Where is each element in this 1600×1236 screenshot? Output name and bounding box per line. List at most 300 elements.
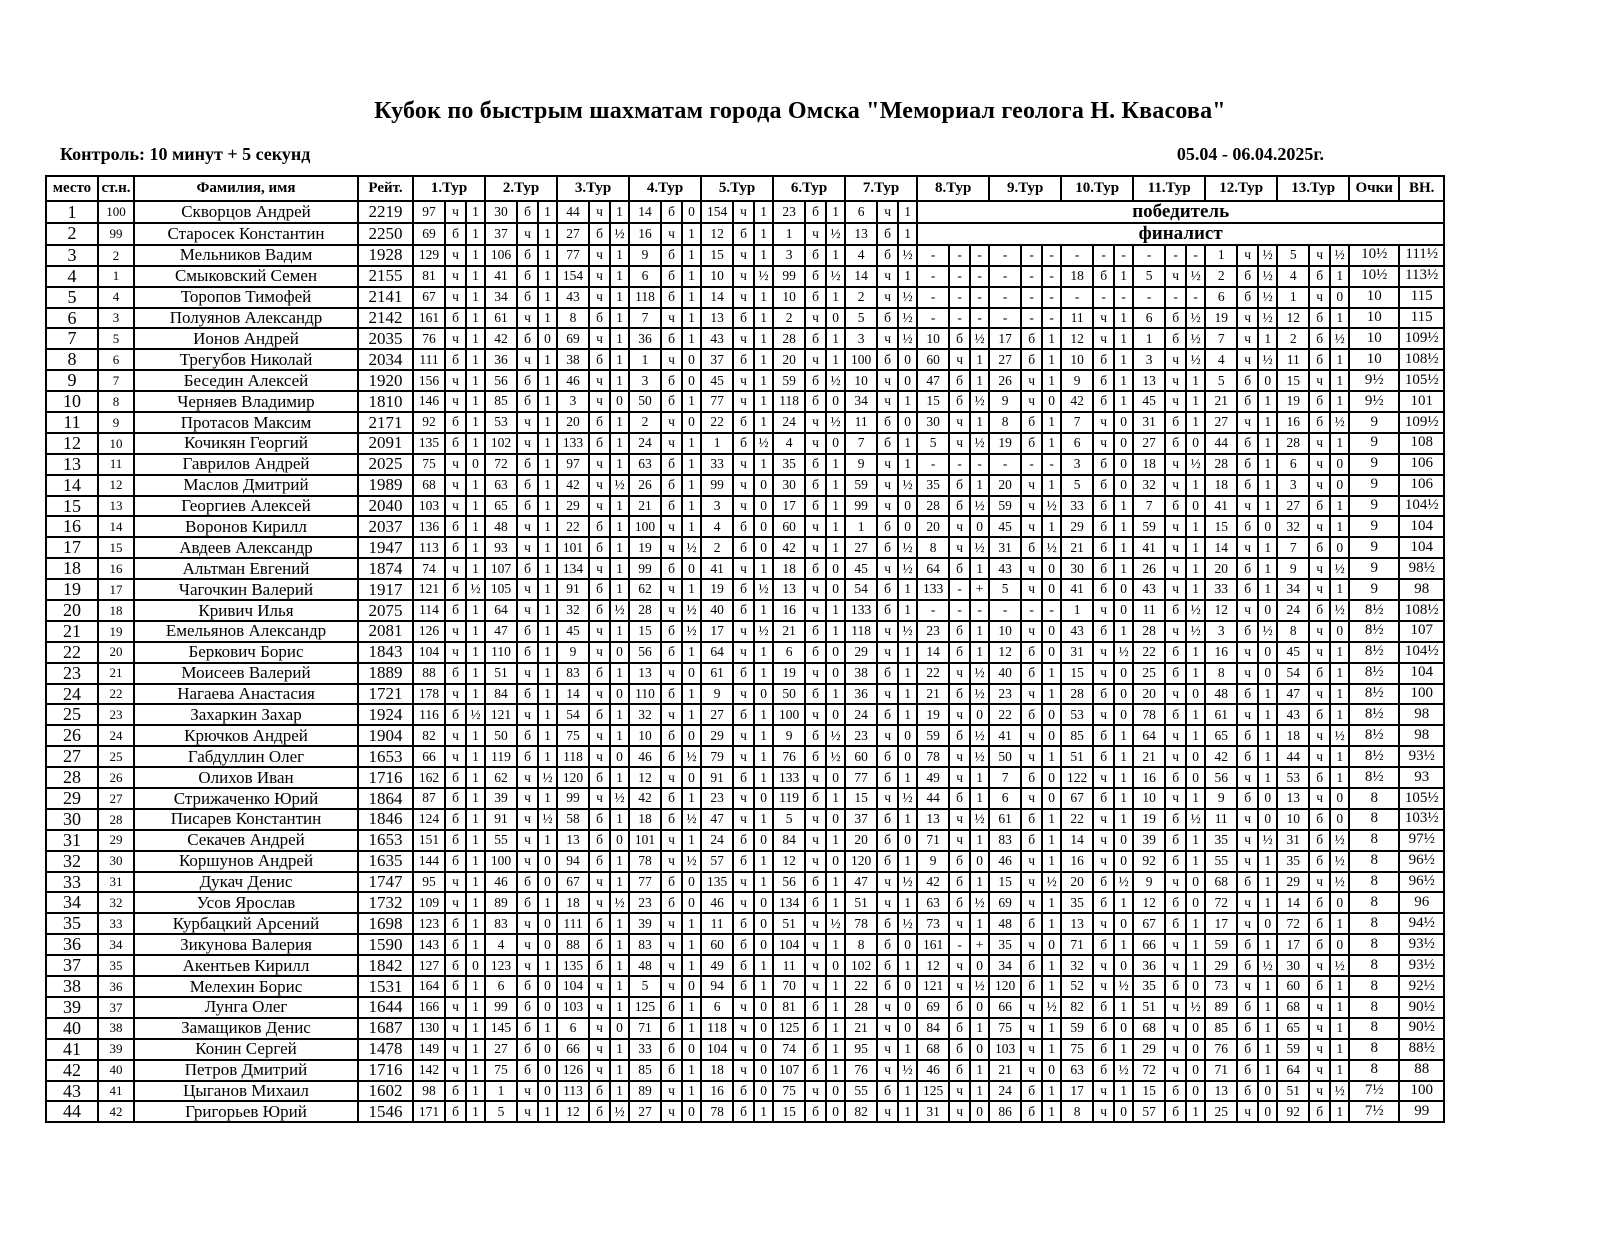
buchholz-cell: 111½ [1399,245,1444,266]
round-12-color-cell: ч [1237,830,1258,851]
round-11-color-cell: ч [1165,558,1186,579]
round-5-opponent-cell: 37 [701,349,733,370]
round-6-opponent-cell: 50 [773,684,805,705]
buchholz-cell: 115 [1399,287,1444,308]
round-4-opponent-cell: 99 [629,558,661,579]
round-1-result-cell: 1 [466,433,485,454]
buchholz-cell: 113½ [1399,266,1444,287]
table-row [46,496,1444,517]
round-5-opponent-cell: 29 [701,725,733,746]
round-3-result-cell: 1 [610,1039,629,1060]
round-7-opponent-cell: 34 [845,391,877,412]
round-11-opponent-cell: 57 [1133,1101,1165,1122]
round-8-result-cell: ½ [970,433,989,454]
rating-cell: 2219 [358,201,413,223]
round-13-result-cell: 1 [1330,349,1349,370]
round-6-result-cell: 0 [826,704,845,725]
round-9-result-cell: 1 [1042,892,1061,913]
round-1-opponent-cell: 114 [413,600,445,621]
round-4-opponent-cell: 100 [629,516,661,537]
round-10-opponent-cell: 71 [1061,934,1093,955]
round-4-opponent-cell: 2 [629,412,661,433]
round-11-result-cell: ½ [1186,266,1205,287]
round-5-color-cell: б [733,412,754,433]
round-5-opponent-cell: 104 [701,1039,733,1060]
round-8-color-cell: ч [949,809,970,830]
round-4-result-cell: 1 [682,642,701,663]
round-4-color-cell: ч [661,412,682,433]
table-row [46,872,1444,893]
round-2-color-cell: б [517,245,538,266]
round-6-color-cell: б [805,370,826,391]
round-1-color-cell: ч [445,621,466,642]
round-5-color-cell: б [733,579,754,600]
round-7-opponent-cell: 2 [845,287,877,308]
round-2-result-cell: 1 [538,266,557,287]
points-cell: 10 [1349,287,1399,308]
round-13-result-cell: 0 [1330,892,1349,913]
round-13-result-cell: 0 [1330,287,1349,308]
round-8-result-cell: 1 [970,370,989,391]
round-8-color-cell: ч [949,349,970,370]
round-5-result-cell: 1 [754,851,773,872]
player-name-cell: Авдеев Александр [134,537,358,558]
round-10-opponent-cell: 85 [1061,725,1093,746]
round-10-result-cell: 0 [1114,663,1133,684]
round-9-opponent-cell: 59 [989,496,1021,517]
round-3-opponent-cell: 88 [557,934,589,955]
rating-cell: 2155 [358,266,413,287]
round-13-color-cell: ч [1309,684,1330,705]
buchholz-cell: 93½ [1399,934,1444,955]
round-3-opponent-cell: 103 [557,997,589,1018]
round-8-opponent-cell: 161 [917,934,949,955]
round-11-opponent-cell: 66 [1133,934,1165,955]
round-1-color-cell: б [445,955,466,976]
col-header-round-7: 7.Тур [845,176,917,201]
round-1-result-cell: 1 [466,1039,485,1060]
round-8-opponent-cell: 15 [917,391,949,412]
round-2-color-cell: ч [517,913,538,934]
round-12-result-cell: 0 [1258,642,1277,663]
round-3-color-cell: ч [589,328,610,349]
round-10-result-cell: 1 [1114,746,1133,767]
round-11-opponent-cell: 59 [1133,516,1165,537]
round-12-result-cell: 0 [1258,809,1277,830]
round-13-result-cell: 1 [1330,767,1349,788]
round-13-color-cell: б [1309,809,1330,830]
round-1-result-cell: 1 [466,412,485,433]
round-10-color-cell: - [1093,245,1114,266]
round-10-color-cell: б [1093,266,1114,287]
round-2-result-cell: 1 [538,704,557,725]
buchholz-cell: 93½ [1399,955,1444,976]
round-10-color-cell: б [1093,997,1114,1018]
round-4-color-cell: б [661,558,682,579]
table-body [46,201,1444,1122]
round-13-color-cell: б [1309,934,1330,955]
round-11-result-cell: 0 [1186,892,1205,913]
round-13-opponent-cell: 92 [1277,1101,1309,1122]
round-6-color-cell: б [805,496,826,517]
round-12-color-cell: б [1237,558,1258,579]
round-6-opponent-cell: 19 [773,663,805,684]
round-8-opponent-cell: 71 [917,830,949,851]
round-6-color-cell: б [805,454,826,475]
round-3-result-cell: 1 [610,496,629,517]
round-1-opponent-cell: 126 [413,621,445,642]
round-2-color-cell: б [517,684,538,705]
round-4-color-cell: б [661,746,682,767]
round-5-opponent-cell: 19 [701,579,733,600]
round-3-color-cell: ч [589,997,610,1018]
place-cell: 17 [46,537,98,558]
round-11-result-cell: 1 [1186,516,1205,537]
round-4-opponent-cell: 18 [629,809,661,830]
round-2-opponent-cell: 121 [485,704,517,725]
round-8-color-cell: ч [949,746,970,767]
buchholz-cell: 90½ [1399,997,1444,1018]
start-number-cell: 1 [98,266,134,287]
round-4-color-cell: ч [661,349,682,370]
round-4-opponent-cell: 14 [629,201,661,223]
round-7-result-cell: ½ [898,328,917,349]
round-12-opponent-cell: 14 [1205,537,1237,558]
round-11-opponent-cell: 5 [1133,266,1165,287]
player-name-cell: Кочикян Георгий [134,433,358,454]
round-3-result-cell: 1 [610,1081,629,1102]
place-cell: 3 [46,245,98,266]
round-7-result-cell: 1 [898,1101,917,1122]
round-4-opponent-cell: 110 [629,684,661,705]
round-2-result-cell: 1 [538,308,557,329]
round-5-result-cell: 1 [754,746,773,767]
player-name-cell: Стрижаченко Юрий [134,788,358,809]
round-1-result-cell: ½ [466,579,485,600]
round-7-opponent-cell: 59 [845,475,877,496]
round-9-opponent-cell: 22 [989,704,1021,725]
results-table [45,175,1445,1123]
table-row [46,600,1444,621]
place-cell: 18 [46,558,98,579]
round-7-result-cell: 1 [898,433,917,454]
round-2-opponent-cell: 30 [485,201,517,223]
round-1-opponent-cell: 98 [413,1081,445,1102]
col-header-rating: Рейт. [358,176,413,201]
table-row [46,579,1444,600]
round-13-color-cell: ч [1309,997,1330,1018]
round-6-color-cell: б [805,621,826,642]
buchholz-cell: 105½ [1399,370,1444,391]
col-header-round-13: 13.Тур [1277,176,1349,201]
round-4-result-cell: 1 [682,496,701,517]
buchholz-cell: 108½ [1399,349,1444,370]
round-1-opponent-cell: 121 [413,579,445,600]
round-12-opponent-cell: 12 [1205,600,1237,621]
round-1-result-cell: 1 [466,663,485,684]
round-2-opponent-cell: 36 [485,349,517,370]
player-name-cell: Торопов Тимофей [134,287,358,308]
round-2-color-cell: ч [517,433,538,454]
round-8-color-cell: б [949,788,970,809]
round-6-result-cell: 0 [826,955,845,976]
round-8-opponent-cell: 10 [917,328,949,349]
round-9-result-cell: 1 [1042,475,1061,496]
round-8-opponent-cell: 5 [917,433,949,454]
round-10-opponent-cell: 53 [1061,704,1093,725]
round-8-result-cell: 1 [970,412,989,433]
rating-cell: 2171 [358,412,413,433]
player-name-cell: Протасов Максим [134,412,358,433]
round-6-color-cell: ч [805,830,826,851]
round-8-opponent-cell: 19 [917,704,949,725]
round-6-opponent-cell: 70 [773,976,805,997]
round-7-color-cell: б [877,412,898,433]
round-12-color-cell: б [1237,955,1258,976]
round-8-color-cell: - [949,308,970,329]
round-12-color-cell: ч [1237,851,1258,872]
buchholz-cell: 104 [1399,516,1444,537]
round-5-result-cell: 1 [754,558,773,579]
round-7-result-cell: 1 [898,266,917,287]
round-10-opponent-cell: 7 [1061,412,1093,433]
round-3-opponent-cell: 43 [557,287,589,308]
points-cell: 9 [1349,496,1399,517]
round-9-result-cell: 0 [1042,558,1061,579]
round-1-color-cell: ч [445,684,466,705]
round-5-result-cell: 1 [754,1101,773,1122]
round-5-result-cell: 0 [754,913,773,934]
round-12-color-cell: ч [1237,663,1258,684]
round-2-opponent-cell: 72 [485,454,517,475]
round-10-result-cell: 1 [1114,809,1133,830]
round-13-result-cell: 1 [1330,370,1349,391]
round-12-opponent-cell: 4 [1205,349,1237,370]
round-1-color-cell: ч [445,746,466,767]
points-cell: 8 [1349,1039,1399,1060]
round-12-result-cell: 1 [1258,391,1277,412]
round-11-color-cell: б [1165,1081,1186,1102]
round-11-color-cell: б [1165,328,1186,349]
round-9-result-cell: 0 [1042,621,1061,642]
round-4-opponent-cell: 36 [629,328,661,349]
round-13-result-cell: ½ [1330,558,1349,579]
round-4-opponent-cell: 1 [629,349,661,370]
round-12-opponent-cell: 41 [1205,496,1237,517]
round-11-color-cell: ч [1165,516,1186,537]
buchholz-cell: 94½ [1399,913,1444,934]
round-7-opponent-cell: 23 [845,725,877,746]
round-5-color-cell: б [733,851,754,872]
round-12-opponent-cell: 35 [1205,830,1237,851]
round-9-result-cell: - [1042,454,1061,475]
round-12-result-cell: ½ [1258,955,1277,976]
start-number-cell: 26 [98,767,134,788]
round-3-color-cell: б [589,579,610,600]
round-13-result-cell: 1 [1330,1039,1349,1060]
round-13-color-cell: ч [1309,454,1330,475]
round-2-result-cell: 0 [538,934,557,955]
round-8-opponent-cell: 125 [917,1081,949,1102]
round-4-opponent-cell: 24 [629,433,661,454]
rating-cell: 1716 [358,767,413,788]
place-cell: 13 [46,454,98,475]
round-12-opponent-cell: 8 [1205,663,1237,684]
round-3-result-cell: 1 [610,809,629,830]
round-3-color-cell: б [589,955,610,976]
round-5-opponent-cell: 91 [701,767,733,788]
round-8-result-cell: 0 [970,704,989,725]
round-2-opponent-cell: 93 [485,537,517,558]
round-7-result-cell: 1 [898,454,917,475]
round-7-opponent-cell: 47 [845,872,877,893]
round-8-opponent-cell: 49 [917,767,949,788]
round-2-color-cell: ч [517,934,538,955]
round-2-opponent-cell: 62 [485,767,517,788]
start-number-cell: 15 [98,537,134,558]
round-8-color-cell: - [949,287,970,308]
round-6-result-cell: 1 [826,600,845,621]
round-5-color-cell: ч [733,725,754,746]
buchholz-cell: 104½ [1399,496,1444,517]
round-2-color-cell: ч [517,830,538,851]
round-11-opponent-cell: 36 [1133,955,1165,976]
round-4-color-cell: ч [661,934,682,955]
round-10-result-cell: 1 [1114,370,1133,391]
round-7-opponent-cell: 55 [845,1081,877,1102]
round-1-opponent-cell: 88 [413,663,445,684]
round-10-result-cell: 1 [1114,516,1133,537]
round-1-opponent-cell: 143 [413,934,445,955]
round-7-opponent-cell: 9 [845,454,877,475]
round-6-opponent-cell: 84 [773,830,805,851]
round-13-opponent-cell: 29 [1277,872,1309,893]
round-1-color-cell: б [445,412,466,433]
round-3-color-cell: ч [589,1018,610,1039]
round-1-opponent-cell: 149 [413,1039,445,1060]
round-13-result-cell: 0 [1330,809,1349,830]
round-12-result-cell: 1 [1258,976,1277,997]
round-7-color-cell: ч [877,201,898,223]
round-4-result-cell: 1 [682,516,701,537]
buchholz-cell: 92½ [1399,976,1444,997]
round-11-result-cell: 1 [1186,851,1205,872]
round-8-opponent-cell: - [917,287,949,308]
round-1-result-cell: 1 [466,746,485,767]
round-12-color-cell: б [1237,1060,1258,1081]
round-8-result-cell: ½ [970,496,989,517]
rating-cell: 1698 [358,913,413,934]
round-5-color-cell: ч [733,1039,754,1060]
table-row [46,788,1444,809]
round-3-result-cell: 1 [610,328,629,349]
round-2-result-cell: 1 [538,496,557,517]
round-9-color-cell: б [1021,1081,1042,1102]
player-name-cell: Секачев Андрей [134,830,358,851]
round-3-opponent-cell: 13 [557,830,589,851]
round-1-opponent-cell: 130 [413,1018,445,1039]
player-name-cell: Дукач Денис [134,872,358,893]
round-6-color-cell: ч [805,600,826,621]
round-11-result-cell: 1 [1186,475,1205,496]
player-name-cell: Петров Дмитрий [134,1060,358,1081]
round-6-result-cell: 1 [826,245,845,266]
round-12-color-cell: б [1237,934,1258,955]
round-2-color-cell: ч [517,1101,538,1122]
round-4-result-cell: 1 [682,266,701,287]
round-1-color-cell: б [445,809,466,830]
round-6-opponent-cell: 20 [773,349,805,370]
round-13-opponent-cell: 2 [1277,328,1309,349]
round-2-result-cell: 0 [538,913,557,934]
round-12-color-cell: ч [1237,349,1258,370]
round-2-color-cell: ч [517,767,538,788]
rating-cell: 1635 [358,851,413,872]
round-1-color-cell: ч [445,201,466,223]
round-5-color-cell: ч [733,997,754,1018]
points-cell: 8 [1349,872,1399,893]
round-8-color-cell: б [949,391,970,412]
round-6-color-cell: б [805,1060,826,1081]
round-7-opponent-cell: 7 [845,433,877,454]
round-1-result-cell: 1 [466,537,485,558]
rating-cell: 2142 [358,308,413,329]
round-13-color-cell: б [1309,851,1330,872]
player-name-cell: Захаркин Захар [134,704,358,725]
round-6-opponent-cell: 104 [773,934,805,955]
round-5-color-cell: б [733,1101,754,1122]
round-4-color-cell: б [661,997,682,1018]
round-2-color-cell: ч [517,955,538,976]
round-5-color-cell: б [733,934,754,955]
round-2-opponent-cell: 123 [485,955,517,976]
round-7-result-cell: 1 [898,851,917,872]
round-4-opponent-cell: 50 [629,391,661,412]
round-8-color-cell: ч [949,913,970,934]
round-3-opponent-cell: 44 [557,201,589,223]
round-7-opponent-cell: 29 [845,642,877,663]
round-13-opponent-cell: 24 [1277,600,1309,621]
round-7-color-cell: б [877,767,898,788]
col-header-round-10: 10.Тур [1061,176,1133,201]
round-3-result-cell: 1 [610,266,629,287]
round-8-color-cell: ч [949,412,970,433]
round-5-opponent-cell: 14 [701,287,733,308]
round-11-color-cell: ч [1165,579,1186,600]
round-9-opponent-cell: 9 [989,391,1021,412]
round-11-opponent-cell: 28 [1133,621,1165,642]
round-3-opponent-cell: 111 [557,913,589,934]
round-6-result-cell: ½ [826,223,845,245]
round-5-result-cell: 0 [754,516,773,537]
round-11-color-cell: - [1165,287,1186,308]
round-10-color-cell: б [1093,454,1114,475]
table-row [46,851,1444,872]
round-10-opponent-cell: 82 [1061,997,1093,1018]
place-cell: 24 [46,684,98,705]
player-name-cell: Олихов Иван [134,767,358,788]
round-4-opponent-cell: 125 [629,997,661,1018]
player-name-cell: Крючков Андрей [134,725,358,746]
round-3-opponent-cell: 99 [557,788,589,809]
points-cell: 8½ [1349,621,1399,642]
rating-cell: 1864 [358,788,413,809]
round-1-result-cell: 1 [466,475,485,496]
round-11-color-cell: ч [1165,370,1186,391]
round-9-color-cell: б [1021,976,1042,997]
round-1-color-cell: ч [445,558,466,579]
round-1-result-cell: 1 [466,308,485,329]
